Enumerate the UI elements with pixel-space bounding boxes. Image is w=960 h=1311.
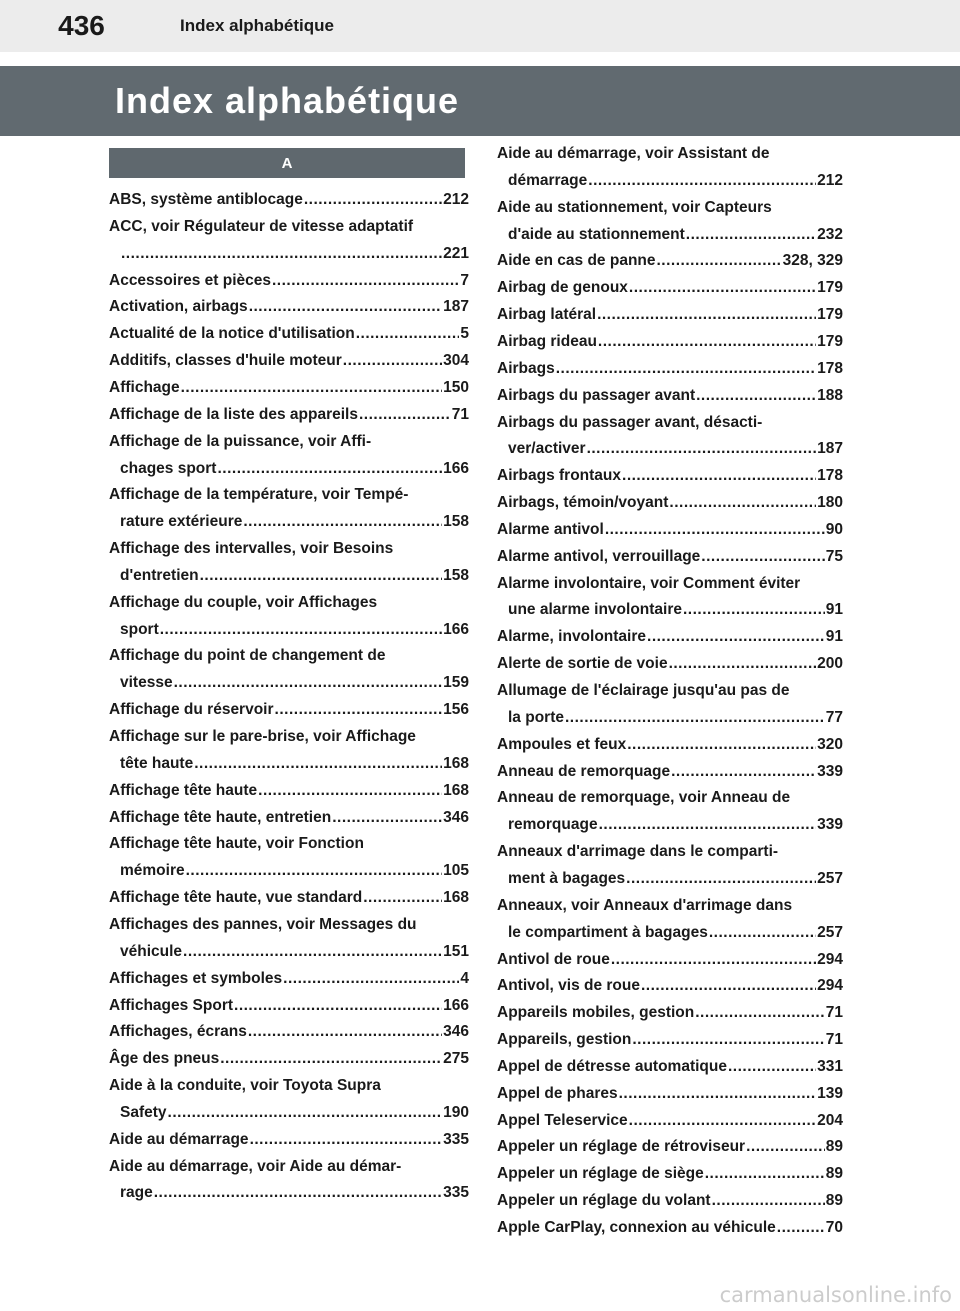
index-page-ref: 178 (817, 359, 843, 377)
index-page-ref: 294 (817, 977, 843, 995)
index-page-ref: 70 (825, 1219, 843, 1236)
dot-leader (669, 651, 817, 677)
dot-leader (701, 544, 824, 570)
index-entry-line (497, 624, 843, 650)
index-entry-text: Âge des pneus (109, 1050, 220, 1068)
index-page-ref: 221 (443, 244, 469, 262)
index-page-ref: 90 (825, 520, 843, 538)
index-entry-line (109, 643, 385, 669)
index-page-ref: 89 (825, 1165, 843, 1183)
dot-leader (629, 275, 816, 301)
dot-leader (777, 1215, 825, 1241)
index-entry-text: Airbag latéral (497, 306, 597, 324)
dot-leader (597, 302, 816, 328)
index-entry-line (109, 214, 413, 240)
index-entry-text: Appel de phares (497, 1084, 618, 1102)
index-page-ref: 232 (817, 225, 843, 243)
index-entry-line (497, 678, 790, 704)
index-entry-text: Airbags frontaux (497, 467, 622, 485)
index-entry-text: vitesse (120, 674, 173, 692)
index-page-ref: 257 (817, 869, 843, 887)
index-entry-line (109, 751, 469, 777)
index-page-ref: 166 (443, 620, 469, 638)
dot-leader (671, 759, 816, 785)
dot-leader (696, 383, 816, 409)
dot-leader (588, 168, 816, 194)
index-entry-line (497, 1215, 843, 1241)
index-entry-line (497, 329, 843, 355)
dot-leader (556, 356, 816, 382)
index-entry-text: démarrage (508, 171, 588, 189)
index-entry-line (497, 1000, 843, 1026)
index-entry-line (109, 1127, 469, 1153)
title-banner (0, 66, 960, 136)
index-entry-line (109, 778, 469, 804)
dot-leader (599, 812, 817, 838)
index-page-ref: 4 (460, 969, 469, 987)
index-page-ref: 7 (460, 271, 469, 289)
index-page-ref: 190 (443, 1103, 469, 1121)
index-entry-line (109, 321, 469, 347)
index-page-ref: 105 (443, 862, 469, 880)
index-entry-line (109, 429, 371, 455)
index-page-ref: 178 (817, 467, 843, 485)
index-page-ref: 335 (443, 1130, 469, 1148)
index-entry-text: Antivol de roue (497, 950, 610, 968)
index-page-ref: 89 (825, 1138, 843, 1156)
index-entry-line (497, 705, 843, 731)
index-entry-text: Anneau de remorquage, voir Anneau de (497, 789, 791, 807)
index-entry-text: Antivol, vis de roue (497, 977, 640, 995)
index-entry-text: Appel de détresse automatique (497, 1057, 727, 1075)
index-entry-text: Appeler un réglage de rétroviseur (497, 1138, 746, 1156)
index-entry-line (497, 248, 843, 274)
dot-leader (243, 509, 442, 535)
index-entry-text: Airbags du passager avant, désacti- (497, 413, 763, 431)
dot-leader (712, 1188, 825, 1214)
index-entry-line (497, 973, 843, 999)
index-entry-line (497, 1108, 843, 1134)
index-entry-line (109, 375, 469, 401)
index-page-ref: 168 (443, 754, 469, 772)
index-entry-text: d'aide au stationnement (508, 225, 685, 243)
dot-leader (686, 222, 816, 248)
dot-leader (728, 1054, 816, 1080)
index-entry-text: Affichages, écrans (109, 1023, 247, 1041)
index-entry-text: Affichage tête haute (109, 781, 258, 799)
dot-leader (248, 1019, 442, 1045)
index-page-ref: 168 (443, 781, 469, 799)
index-entry-line (109, 939, 469, 965)
dot-leader (626, 866, 816, 892)
index-entry-text: rage (120, 1184, 153, 1202)
dot-leader (587, 436, 817, 462)
index-entry-text: ment à bagages (508, 869, 626, 887)
index-entry-line (497, 383, 843, 409)
index-entry-text: Affichage du couple, voir Affichages (109, 593, 378, 611)
index-page-ref: 346 (443, 808, 469, 826)
index-entry-line (109, 1154, 401, 1180)
index-entry-line (109, 1046, 469, 1072)
index-entry-text: Allumage de l'éclairage jusqu'au pas de (497, 682, 790, 699)
index-entry-line (109, 590, 377, 616)
index-entry-line (109, 831, 364, 857)
index-page-ref: 331 (817, 1057, 843, 1075)
dot-leader (657, 248, 782, 274)
index-entry-line (497, 1134, 843, 1160)
dot-leader (183, 939, 442, 965)
index-entry-text: le compartiment à bagages (508, 923, 708, 941)
index-entry-line (497, 893, 792, 919)
dot-leader (598, 329, 816, 355)
index-entry-text: Aide à la conduite, voir Toyota Supra (109, 1077, 381, 1095)
index-entry-line (497, 571, 800, 597)
index-entry-text: Accessoires et pièces (109, 271, 271, 289)
dot-leader (234, 993, 442, 1019)
index-page-ref: 159 (443, 674, 469, 692)
watermark: carmanualsonline.info (719, 1283, 952, 1307)
dot-leader (194, 751, 442, 777)
dot-leader (647, 624, 825, 650)
index-entry-text: Ampoules et feux (497, 735, 627, 753)
index-page-ref: 179 (817, 306, 843, 324)
index-entry-text: remorquage (508, 816, 598, 834)
index-entry-line (497, 812, 843, 838)
index-page-ref: 150 (443, 378, 469, 396)
index-page-ref: 71 (825, 1004, 843, 1022)
index-page-ref: 335 (443, 1184, 469, 1202)
index-entry-text: Alarme involontaire, voir Comment éviter (497, 574, 801, 592)
index-entry-text: Actualité de la notice d'utilisation (109, 325, 355, 343)
dot-leader (622, 463, 816, 489)
index-entry-line (497, 490, 843, 516)
index-page-ref: 179 (817, 332, 843, 350)
dot-leader (695, 1000, 825, 1026)
index-entry-line (109, 402, 469, 428)
index-entry-line (109, 1073, 381, 1099)
index-entry-line (109, 563, 469, 589)
dot-leader (632, 1027, 824, 1053)
index-page-ref: 168 (443, 889, 469, 907)
dot-leader (275, 697, 443, 723)
index-entry-line (109, 966, 469, 992)
dot-leader (343, 348, 442, 374)
index-entry-line (109, 509, 469, 535)
index-entry-line (497, 1081, 843, 1107)
index-entry-line (497, 785, 790, 811)
index-entry-text: Appeler un réglage du volant (497, 1192, 711, 1210)
index-entry-line (497, 597, 843, 623)
index-page-ref: 71 (825, 1031, 843, 1049)
index-entry-line (497, 839, 778, 865)
dot-leader (619, 1081, 817, 1107)
index-entry-text: Aide en cas de panne (497, 252, 656, 270)
index-page-ref: 91 (825, 628, 843, 646)
index-entry-line (109, 670, 469, 696)
index-entry-text: Affichage de la puissance, voir Affi- (109, 432, 372, 450)
index-entry-line (497, 1188, 843, 1214)
index-page-ref: 187 (443, 298, 469, 316)
index-entry-line (109, 1100, 469, 1126)
dot-leader (258, 778, 442, 804)
index-entry-line (109, 536, 393, 562)
dot-leader (154, 1180, 442, 1206)
index-entry-line (497, 195, 772, 221)
index-page-ref: 156 (443, 701, 469, 719)
index-entry-text: Additifs, classes d'huile moteur (109, 352, 342, 370)
index-entry-text: Aide au démarrage (109, 1130, 249, 1148)
dot-leader (332, 805, 442, 831)
index-entry-text: ACC, voir Régulateur de vitesse adaptatif (109, 217, 414, 235)
dot-leader (181, 375, 443, 401)
dot-leader (217, 456, 442, 482)
dot-leader (627, 732, 816, 758)
index-entry-text: Affichage de la température, voir Tempé- (109, 486, 409, 504)
index-entry-text: Alarme, involontaire (497, 628, 647, 646)
index-entry-line (497, 1054, 843, 1080)
dot-leader (363, 885, 442, 911)
index-entry-text: Alarme antivol (497, 520, 604, 538)
index-entry-line (497, 544, 843, 570)
index-entry-text: Airbags du passager avant (497, 386, 696, 404)
dot-leader (249, 294, 442, 320)
dot-leader (250, 1127, 443, 1153)
index-entry-line (497, 463, 843, 489)
index-entry-line (109, 858, 469, 884)
index-page-ref: 328, 329 (782, 252, 843, 270)
index-entry-text: Affichage tête haute, entretien (109, 808, 332, 826)
dot-leader (304, 187, 442, 213)
index-entry-line (497, 920, 843, 946)
index-page-ref: 91 (825, 601, 843, 619)
index-entry-text: Anneaux, voir Anneaux d'arrimage dans (497, 896, 793, 914)
index-entry-text: Affichage tête haute, vue standard (109, 889, 363, 907)
index-entry-text: Airbag rideau (497, 332, 597, 350)
index-page-ref: 339 (817, 816, 843, 834)
index-page-ref: 339 (817, 762, 843, 780)
index-entry-text: Affichage des intervalles, voir Besoins (109, 540, 394, 558)
index-page-ref: 166 (443, 996, 469, 1014)
dot-leader (746, 1134, 825, 1160)
index-entry-text: Airbag de genoux (497, 279, 628, 297)
index-entry-line (109, 241, 469, 267)
index-entry-text: Aide au démarrage, voir Assistant de (497, 145, 770, 162)
index-entry-text: Affichage sur le pare-brise, voir Affichage (109, 728, 416, 745)
dot-leader (641, 973, 816, 999)
index-entry-line (497, 356, 843, 382)
index-page-ref: 187 (817, 440, 843, 458)
index-entry-text: rature extérieure (120, 513, 243, 531)
index-entry-line (497, 302, 843, 328)
index-entry-text: Affichages des pannes, voir Messages du (109, 915, 417, 933)
dot-leader (705, 1161, 825, 1187)
index-entry-line (497, 1027, 843, 1053)
index-entry-text: Airbags (497, 359, 555, 377)
index-entry-text: Apple CarPlay, connexion au véhicule (497, 1219, 776, 1236)
index-entry-text: Affichage du point de changement de (109, 647, 386, 665)
index-entry-text: Alarme antivol, verrouillage (497, 547, 701, 565)
index-entry-line (109, 885, 469, 911)
running-title: Index alphabétique (180, 16, 334, 35)
index-entry-line (497, 275, 843, 301)
index-page-ref: 77 (825, 708, 843, 726)
index-entry-line (497, 651, 843, 677)
index-entry-line (109, 697, 469, 723)
index-entry-text: Affichage tête haute, voir Fonction (109, 835, 364, 853)
dot-leader (669, 490, 816, 516)
index-page-ref: 75 (825, 547, 843, 565)
dot-leader (220, 1046, 442, 1072)
dot-leader (200, 563, 443, 589)
index-entry-line (497, 517, 843, 543)
index-page-ref: 5 (460, 325, 469, 343)
index-entry-text: véhicule (120, 942, 183, 960)
index-entry-text: mémoire (120, 862, 185, 880)
index-entry-text: Affichage (109, 378, 180, 396)
index-page-ref: 200 (817, 655, 843, 673)
index-page-ref: 71 (451, 405, 469, 423)
index-page-ref: 275 (443, 1050, 469, 1068)
dot-leader (709, 920, 816, 946)
index-entry-text: Affichages et symboles (109, 969, 283, 987)
dot-leader (121, 241, 442, 267)
index-entry-text: Appel Teleservice (497, 1111, 628, 1129)
index-page-ref: 212 (443, 191, 469, 208)
running-header (0, 0, 960, 52)
index-entry-line (109, 805, 469, 831)
index-entry-text: Anneaux d'arrimage dans le comparti- (497, 843, 779, 861)
dot-leader (605, 517, 825, 543)
index-entry-text: Affichages Sport (109, 996, 234, 1014)
index-page-ref: 166 (443, 459, 469, 477)
index-entry-line (109, 482, 408, 508)
index-entry-line (109, 724, 416, 750)
index-entry-line (109, 348, 469, 374)
index-entry-line (497, 866, 843, 892)
dot-leader (683, 597, 825, 623)
index-entry-text: Appareils, gestion (497, 1031, 632, 1049)
index-entry-text: Activation, airbags (109, 298, 248, 316)
index-page-ref: 139 (817, 1084, 843, 1102)
index-entry-line (497, 168, 843, 194)
index-entry-line (497, 222, 843, 248)
index-entry-text: d'entretien (120, 566, 199, 584)
index-entry-line (109, 1180, 469, 1206)
index-page-ref: 158 (443, 566, 469, 584)
index-entry-text: tête haute (120, 754, 194, 772)
index-entry-line (497, 732, 843, 758)
index-entry-text: Aide au stationnement, voir Capteurs (497, 198, 772, 216)
index-entry-text: Affichage du réservoir (109, 701, 274, 719)
index-entry-line (497, 1161, 843, 1187)
index-page-ref: 212 (817, 171, 843, 189)
index-entry-text: la porte (508, 708, 564, 726)
index-entry-line (497, 759, 843, 785)
index-entry-line (109, 912, 417, 938)
index-page-ref: 188 (817, 386, 843, 404)
index-entry-text: ver/activer (508, 440, 586, 458)
index-page-ref: 257 (817, 923, 843, 941)
index-entry-line (109, 268, 469, 294)
dot-leader (160, 617, 442, 643)
index-entry-text: Appeler un réglage de siège (497, 1165, 704, 1183)
dot-leader (356, 321, 460, 347)
index-page-ref: 180 (817, 494, 843, 512)
dot-leader (283, 966, 459, 992)
page-title: Index alphabétique (115, 80, 460, 121)
index-page-ref: 151 (443, 942, 469, 960)
index-page-ref: 89 (825, 1192, 843, 1210)
dot-leader (272, 268, 459, 294)
index-entry-text: Appareils mobiles, gestion (497, 1004, 695, 1022)
index-entry-line (109, 1019, 469, 1045)
dot-leader (174, 670, 443, 696)
index-page-ref: 204 (817, 1111, 843, 1129)
index-entry-text: Aide au démarrage, voir Aide au démar- (109, 1157, 402, 1175)
index-page-ref: 304 (443, 352, 469, 370)
index-entry-line (109, 617, 469, 643)
dot-leader (186, 858, 443, 884)
index-page-ref: 179 (817, 279, 843, 297)
index-entry-text: Alerte de sortie de voie (497, 655, 668, 673)
index-entry-text: Airbags, témoin/voyant (497, 494, 669, 512)
page-number: 436 (58, 10, 105, 41)
dot-leader (611, 947, 816, 973)
section-letter-header: A (109, 148, 465, 178)
index-entry-text: Anneau de remorquage (497, 762, 671, 780)
index-entry-line (109, 187, 469, 213)
index-entry-text: chages sport (120, 459, 217, 477)
index-entry-line (109, 294, 469, 320)
index-page-ref: 294 (817, 950, 843, 968)
index-entry-line (497, 947, 843, 973)
dot-leader (168, 1100, 443, 1126)
index-page-ref: 346 (443, 1023, 469, 1041)
index-page-ref: 158 (443, 513, 469, 531)
index-entry-line (109, 993, 469, 1019)
index-entry-line (497, 410, 762, 436)
dot-leader (359, 402, 451, 428)
index-entry-line (109, 456, 469, 482)
index-entry-text: Affichage de la liste des appareils (109, 405, 358, 423)
index-entry-line (497, 141, 770, 167)
dot-leader (629, 1108, 816, 1134)
index-entry-line (497, 436, 843, 462)
index-entry-text: une alarme involontaire (508, 601, 682, 619)
index-entry-text: Safety (120, 1103, 167, 1121)
index-page-ref: 320 (817, 735, 843, 753)
index-entry-text: ABS, système antiblocage (109, 191, 303, 208)
index-entry-text: sport (120, 620, 159, 638)
dot-leader (565, 705, 825, 731)
